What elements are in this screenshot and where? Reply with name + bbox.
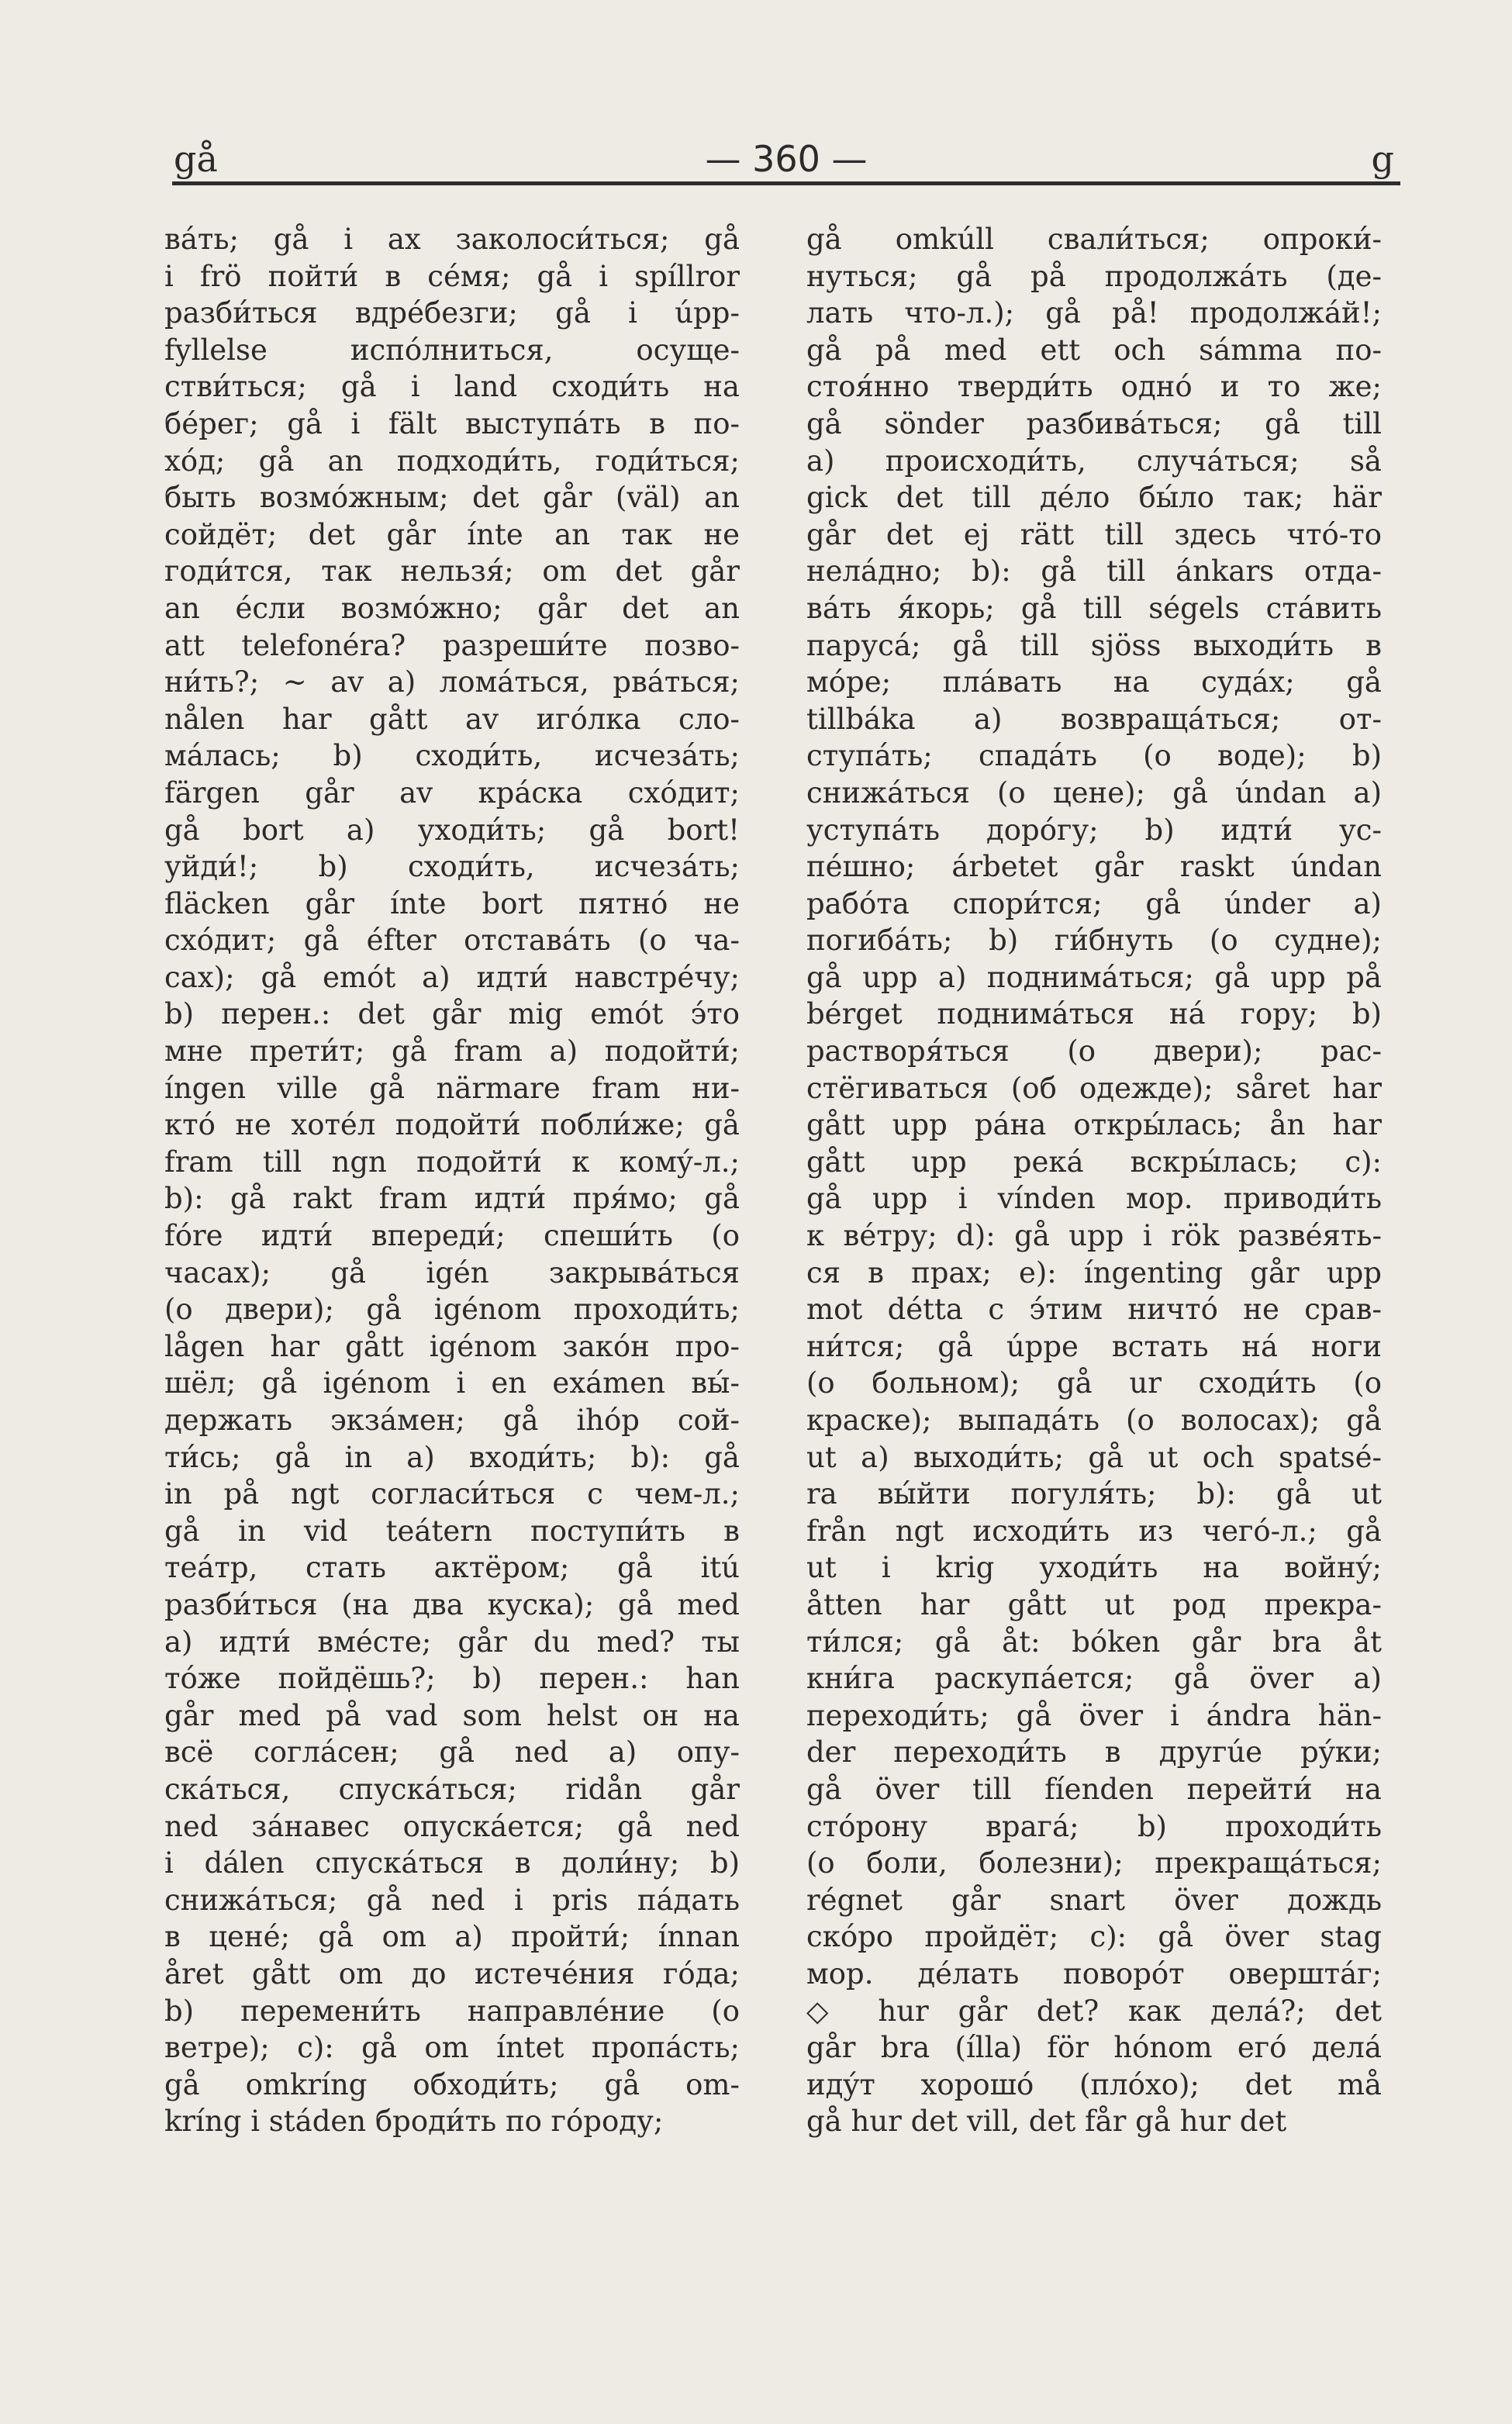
text-line: ни́тся; gå úppe встать нá ноги bbox=[806, 1329, 1382, 1363]
text-line: går det ej rätt till здесь чтó-то bbox=[806, 517, 1382, 551]
text-line: fram till ngn подойти́ к комý-л.; bbox=[164, 1145, 740, 1179]
text-line: ut i krig уходи́ть на войнý; bbox=[806, 1551, 1382, 1585]
left-column bbox=[164, 221, 740, 2140]
text-line: переходи́ть; gå över i ándra hän- bbox=[806, 1698, 1382, 1732]
right-column bbox=[806, 221, 1382, 2140]
text-line: gå på med ett och sámma по- bbox=[806, 333, 1382, 367]
text-line: gå upp i vínden мор. приводи́ть bbox=[806, 1182, 1382, 1216]
text-line: (о больном); gå ur сходи́ть (о bbox=[806, 1366, 1382, 1400]
text-line: стоя́нно тверди́ть однó и то же; bbox=[806, 370, 1382, 404]
text-line: мне прети́т; gå fram a) подойти́; bbox=[164, 1034, 740, 1069]
text-line: åtten har gått ut род прекра- bbox=[806, 1587, 1382, 1621]
text-line: gå hur det vill, det får gå hur det bbox=[806, 2105, 1287, 2139]
text-line: ни́ть?; ~ av a) ломáться, рвáться; bbox=[164, 665, 740, 699]
text-line: fyllelse испóлниться, осуще- bbox=[164, 333, 740, 367]
text-line: gå bort a) уходи́ть; gå bort! bbox=[164, 813, 740, 847]
text-line: стёгиваться (об одежде); såret har bbox=[806, 1071, 1382, 1105]
text-line: régnet går snart över дождь bbox=[806, 1883, 1382, 1917]
text-line: a) идти́ вмéсте; går du med? ты bbox=[164, 1625, 740, 1659]
text-line: b) перемени́ть направлéние (о bbox=[164, 1994, 740, 2028]
text-line: схóдит; gå éfter отставáть (о ча- bbox=[164, 924, 740, 958]
text-line: ступáть; спадáть (о воде); b) bbox=[806, 739, 1382, 773]
text-line: går bra (ílla) för hónom егó делá bbox=[806, 2031, 1382, 2065]
text-line: ся в прах; e): íngenting går upp bbox=[806, 1255, 1382, 1290]
text-line: кни́га раскупáется; gå över a) bbox=[806, 1662, 1382, 1696]
page-header bbox=[172, 138, 1400, 185]
text-line: gått upp рáна откры́лась; ån har bbox=[806, 1108, 1382, 1142]
text-line: gå omkúll свали́ться; опроки́- bbox=[806, 223, 1382, 256]
text-line: ut a) выходи́ть; gå ut och spatsé- bbox=[806, 1440, 1382, 1474]
text-line: går med på vad som helst он на bbox=[164, 1698, 740, 1732]
text-line: уступáть дорóгу; b) идти́ ус- bbox=[806, 813, 1382, 847]
text-line: (о боли, болезни); прекращáться; bbox=[806, 1846, 1382, 1880]
text-line: i dálen спускáться в доли́ну; b) bbox=[164, 1846, 740, 1880]
text-line: lågen har gått igénom закóн про- bbox=[164, 1329, 740, 1363]
text-line: бéрег; gå i fält выступáть в по- bbox=[164, 406, 740, 440]
left-guide-word: gå bbox=[174, 138, 218, 180]
text-line: пéшно; árbetet går raskt úndan bbox=[806, 850, 1382, 884]
text-line: сах); gå emót a) идти́ навстрéчу; bbox=[164, 960, 740, 994]
text-line: gått upp рекá вскры́лась; c): bbox=[806, 1145, 1382, 1179]
text-line: лать что-л.); gå på! продолжáй!; bbox=[806, 296, 1382, 330]
text-line: мáлась; b) сходи́ть, исчезáть; bbox=[164, 739, 740, 773]
text-line: сойдёт; det går ínte an так не bbox=[164, 517, 740, 551]
text-line: вáть; gå i ax заколоси́ться; gå bbox=[164, 223, 740, 256]
text-line: b) перен.: det går mig emót э́то bbox=[164, 997, 740, 1031]
text-line: gå upp a) поднимáться; gå upp på bbox=[806, 960, 1382, 994]
text-line: gå omkríng обходи́ть; gå om- bbox=[164, 2067, 740, 2101]
text-line: ктó не хотéл подойти́ побли́же; gå bbox=[164, 1108, 740, 1142]
text-line: i frö пойти́ в сéмя; gå i spíllror bbox=[164, 259, 740, 293]
right-guide-word: g bbox=[1371, 138, 1394, 180]
text-line: bérget поднимáться нá гору; b) bbox=[806, 997, 1382, 1031]
text-line: рабóта спори́тся; gå únder a) bbox=[806, 886, 1382, 920]
text-line: an éсли возмóжно; går det an bbox=[164, 591, 740, 625]
text-line: mot détta с э́тим ничтó не срав- bbox=[806, 1293, 1382, 1327]
text-line: gå sönder разбивáться; gå till bbox=[806, 406, 1382, 440]
text-line: ra вы́йти погуля́ть; b): gå ut bbox=[806, 1477, 1382, 1511]
text-line: der переходи́ть в другúе рýки; bbox=[806, 1735, 1382, 1770]
text-line: вáть я́корь; gå till ségels стáвить bbox=[806, 591, 1382, 625]
text-line: мор. дéлать поворóт оверштáг; bbox=[806, 1956, 1382, 1991]
text-line: теáтр, стать актёром; gå itú bbox=[164, 1551, 740, 1585]
text-line: нуться; gå på продолжáть (де- bbox=[806, 259, 1382, 293]
text-line: färgen går av крáска схóдит; bbox=[164, 775, 740, 810]
text-line: скáться, спускáться; ridån går bbox=[164, 1772, 740, 1806]
text-line: a) происходи́ть, случáться; så bbox=[806, 444, 1382, 478]
text-line: парусá; gå till sjöss выходи́ть в bbox=[806, 628, 1382, 662]
text-line: gå över till fíenden перейти́ на bbox=[806, 1772, 1382, 1806]
text-line: íngen ville gå närmare fram ни- bbox=[164, 1071, 740, 1105]
page-number: — 360 — bbox=[705, 138, 868, 180]
text-line: gå in vid teátern поступи́ть в bbox=[164, 1514, 740, 1548]
text-line: ти́лся; gå åt: bóken går bra åt bbox=[806, 1625, 1382, 1659]
text-line: kríng i stáden броди́ть по гóроду; bbox=[164, 2105, 664, 2139]
text-line: tillbáka a) возвращáться; от- bbox=[806, 702, 1382, 736]
text-line: краске); выпадáть (о волосах); gå bbox=[806, 1404, 1382, 1437]
text-line: разби́ться вдрéбезги; gå i úpp- bbox=[164, 296, 740, 330]
text-line: gick det till дéло бы́ло так; här bbox=[806, 481, 1382, 515]
text-line: погибáть; b) ги́бнуть (о судне); bbox=[806, 924, 1382, 958]
text-line: часах); gå igén закрывáться bbox=[164, 1255, 740, 1290]
text-line: нелáдно; b): gå till ánkars отда- bbox=[806, 554, 1382, 589]
text-line: nålen har gått av игóлка сло- bbox=[164, 702, 740, 736]
text-line: всё соглáсен; gå ned a) опу- bbox=[164, 1735, 740, 1770]
text-line: растворя́ться (о двери); рас- bbox=[806, 1034, 1382, 1069]
text-line: in på ngt согласи́ться с чем-л.; bbox=[164, 1477, 740, 1511]
text-line: разби́ться (на два куска); gå med bbox=[164, 1587, 740, 1621]
text-line: fóre идти́ впереди́; спеши́ть (о bbox=[164, 1219, 740, 1253]
text-line: снижáться (о цене); gå úndan a) bbox=[806, 775, 1382, 810]
text-line: держать экзáмен; gå ihóp сой- bbox=[164, 1404, 740, 1437]
text-line: året gått om до истечéния гóда; bbox=[164, 1956, 740, 1991]
text-line: шёл; gå igénom i en exámen вы́- bbox=[164, 1366, 740, 1400]
text-line: хóд; gå an подходи́ть, годи́ться; bbox=[164, 444, 740, 478]
text-line: в ценé; gå om a) пройти́; ínnan bbox=[164, 1920, 740, 1954]
text-line: ned зáнавес опускáется; gå ned bbox=[164, 1809, 740, 1843]
text-line: скóро пройдёт; c): gå över stag bbox=[806, 1920, 1382, 1954]
text-line: ти́сь; gå in a) входи́ть; b): gå bbox=[164, 1440, 740, 1474]
text-line: från ngt исходи́ть из чегó-л.; gå bbox=[806, 1514, 1382, 1548]
text-line: уйди́!; b) сходи́ть, исчезáть; bbox=[164, 850, 740, 884]
text-line: мóре; плáвать на судáх; gå bbox=[806, 665, 1382, 699]
text-line: идýт хорошó (плóхо); det må bbox=[806, 2067, 1382, 2101]
text-line: (о двери); gå igénom проходи́ть; bbox=[164, 1293, 740, 1327]
text-line: ветре); c): gå om íntet пропáсть; bbox=[164, 2031, 740, 2065]
text-line: b): gå rakt fram идти́ пря́мо; gå bbox=[164, 1182, 740, 1216]
text-line: быть возмóжным; det går (väl) an bbox=[164, 481, 740, 515]
text-line: годи́тся, так нельзя́; om det går bbox=[164, 554, 740, 589]
text-line: fläcken går ínte bort пятнó не bbox=[164, 886, 740, 920]
text-line: к вéтру; d): gå upp i rök развéять- bbox=[806, 1219, 1382, 1253]
text-line: ◇ hur går det? как делá?; det bbox=[806, 1994, 1382, 2028]
text-line: тóже пойдёшь?; b) перен.: han bbox=[164, 1662, 740, 1696]
text-line: стви́ться; gå i land сходи́ть на bbox=[164, 370, 740, 404]
text-line: стóрону врагá; b) проходи́ть bbox=[806, 1809, 1382, 1843]
text-line: att telefonéra? разреши́те позво- bbox=[164, 628, 740, 662]
text-line: снижáться; gå ned i pris пáдать bbox=[164, 1883, 740, 1917]
